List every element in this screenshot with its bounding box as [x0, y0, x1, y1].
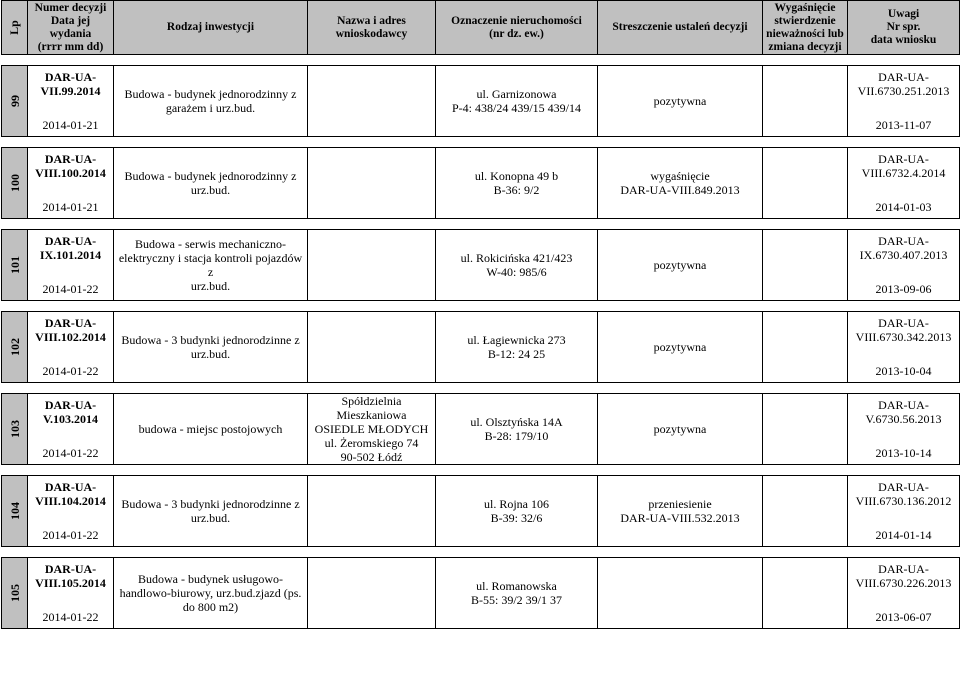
property-cell — [436, 394, 598, 465]
summary-cell-line: wygaśnięcie — [650, 169, 710, 183]
investment-type-cell-line: urz.bud. — [190, 183, 231, 197]
investment-type-cell-line: Budowa - serwis mechaniczno- — [135, 237, 286, 251]
summary-cell — [598, 394, 763, 465]
property-cell — [436, 148, 598, 219]
case-number-line: VIII.6730.342.2013 — [855, 330, 952, 344]
decision-date: 2014-01-21 — [42, 118, 99, 132]
applicant-cell — [308, 394, 436, 465]
investment-type-cell-line: Budowa - 3 budynki jednorodzinne z — [121, 497, 300, 511]
case-number-line: DAR-UA- — [878, 152, 929, 166]
decision-number-line: DAR-UA- — [44, 480, 97, 494]
investment-type-cell — [114, 312, 308, 383]
decision-number-line: VIII.100.2014 — [35, 166, 106, 180]
investment-type-cell — [114, 66, 308, 137]
table-row — [2, 476, 960, 547]
property-cell — [436, 230, 598, 301]
row-lp-number: 104 — [7, 502, 22, 520]
applicant-cell — [308, 476, 436, 547]
decision-number-cell — [28, 230, 114, 301]
decision-number-cell — [28, 66, 114, 137]
row-separator — [2, 55, 960, 66]
decision-number-line: IX.101.2014 — [39, 248, 102, 262]
row-separator — [2, 219, 960, 230]
decision-number-cell — [28, 312, 114, 383]
decision-number — [30, 152, 111, 180]
case-cell — [848, 476, 960, 547]
decision-date: 2014-01-22 — [42, 446, 99, 460]
case-number-line: VIII.6730.136.2012 — [855, 494, 952, 508]
row-separator — [2, 137, 960, 148]
summary-cell — [598, 558, 763, 629]
expiry-cell — [763, 148, 848, 219]
row-lp — [2, 558, 28, 629]
decision-number-line: DAR-UA- — [44, 152, 97, 166]
summary-cell-line: pozytywna — [653, 340, 707, 354]
case-number-line: DAR-UA- — [878, 398, 929, 412]
row-lp-number: 101 — [7, 256, 22, 274]
expiry-cell — [763, 230, 848, 301]
investment-type-cell-line: elektryczny i stacja kontroli pojazdów z — [118, 251, 303, 279]
decision-number-line: VIII.104.2014 — [35, 494, 106, 508]
decision-number — [30, 70, 111, 98]
decision-number-line: VIII.102.2014 — [35, 330, 106, 344]
case-date: 2014-01-03 — [875, 200, 932, 214]
investment-type-cell-line: Budowa - budynek usługowo- — [138, 572, 283, 586]
header-row — [2, 1, 960, 55]
row-lp-number: 105 — [7, 584, 22, 602]
decision-number — [30, 480, 111, 508]
case-number-line: IX.6730.407.2013 — [859, 248, 948, 262]
case-cell — [848, 66, 960, 137]
row-lp — [2, 230, 28, 301]
header-lp: Lp — [2, 1, 28, 55]
header-decision-number: Numer decyzji Data jej wydania (rrrr mm dd) — [28, 1, 114, 55]
row-separator — [2, 547, 960, 558]
case-number-line: DAR-UA- — [878, 562, 929, 576]
case-number — [850, 398, 957, 426]
applicant-cell — [308, 66, 436, 137]
applicant-cell — [308, 558, 436, 629]
applicant-cell — [308, 312, 436, 383]
case-number — [850, 234, 957, 262]
decision-number-cell — [28, 148, 114, 219]
investment-type-cell-line: handlowo-biurowy, urz.bud.zjazd (ps. — [119, 586, 302, 600]
investment-type-cell-line: urz.bud. — [190, 279, 231, 293]
row-lp — [2, 148, 28, 219]
property-cell-line: B-55: 39/2 39/1 37 — [470, 593, 562, 607]
case-date: 2014-01-14 — [875, 528, 932, 542]
decision-number-line: DAR-UA- — [44, 562, 97, 576]
decision-number-line: VIII.105.2014 — [35, 576, 106, 590]
property-cell-line: P-4: 438/24 439/15 439/14 — [451, 101, 581, 115]
case-number-line: DAR-UA- — [878, 480, 929, 494]
property-cell-line: B-39: 32/6 — [490, 511, 543, 525]
property-cell — [436, 558, 598, 629]
header-investment-type: Rodzaj inwestycji — [114, 1, 308, 55]
decision-number — [30, 562, 111, 590]
decision-number — [30, 398, 111, 426]
applicant-cell-line: ul. Żeromskiego 74 — [324, 436, 419, 450]
investment-type-cell-line: urz.bud. — [190, 511, 231, 525]
row-lp — [2, 394, 28, 465]
decision-date: 2014-01-21 — [42, 200, 99, 214]
investment-type-cell — [114, 230, 308, 301]
summary-cell-line: pozytywna — [653, 258, 707, 272]
case-cell — [848, 312, 960, 383]
table-row — [2, 230, 960, 301]
case-number — [850, 316, 957, 344]
row-separator — [2, 301, 960, 312]
case-number-line: V.6730.56.2013 — [865, 412, 942, 426]
property-cell-line: ul. Romanowska — [476, 579, 557, 593]
row-lp-number: 100 — [7, 174, 22, 192]
property-cell-line: B-12: 24 25 — [487, 347, 546, 361]
case-number — [850, 70, 957, 98]
investment-type-cell-line: urz.bud. — [190, 347, 231, 361]
case-number — [850, 562, 957, 590]
decision-number-line: DAR-UA- — [44, 70, 97, 84]
header-applicant: Nazwa i adres wnioskodawcy — [308, 1, 436, 55]
row-lp — [2, 312, 28, 383]
investment-type-cell-line: Budowa - budynek jednorodzinny z — [124, 87, 297, 101]
property-cell — [436, 312, 598, 383]
decision-number-cell — [28, 558, 114, 629]
table-row — [2, 66, 960, 137]
property-cell — [436, 476, 598, 547]
case-date: 2013-11-07 — [875, 118, 932, 132]
summary-cell-line: pozytywna — [653, 422, 707, 436]
decision-number-line: DAR-UA- — [44, 316, 97, 330]
summary-cell — [598, 66, 763, 137]
summary-cell-line: pozytywna — [653, 94, 707, 108]
summary-cell — [598, 148, 763, 219]
investment-type-cell-line: garażem i urz.bud. — [165, 101, 256, 115]
case-number-line: VII.6730.251.2013 — [857, 84, 950, 98]
property-cell-line: B-28: 179/10 — [484, 429, 549, 443]
decision-number — [30, 234, 111, 262]
case-number — [850, 480, 957, 508]
summary-cell-line: przeniesienie — [648, 497, 712, 511]
applicant-cell-line: OSIEDLE MŁODYCH — [314, 422, 429, 436]
expiry-cell — [763, 476, 848, 547]
expiry-cell — [763, 394, 848, 465]
header-expiry: Wygaśnięcie stwierdzenie nieważności lub zmiana decyzji — [763, 1, 848, 55]
case-date: 2013-06-07 — [875, 610, 932, 624]
decision-number-line: V.103.2014 — [42, 412, 99, 426]
case-number-line: VIII.6730.226.2013 — [855, 576, 952, 590]
table-row — [2, 558, 960, 629]
investment-type-cell — [114, 148, 308, 219]
property-cell-line: B-36: 9/2 — [493, 183, 540, 197]
summary-cell-line: DAR-UA-VIII.849.2013 — [620, 183, 740, 197]
decision-number-line: DAR-UA- — [44, 398, 97, 412]
row-lp-number: 102 — [7, 338, 22, 356]
property-cell-line: ul. Olsztyńska 14A — [470, 415, 563, 429]
row-lp — [2, 66, 28, 137]
investment-type-cell-line: Budowa - budynek jednorodzinny z — [124, 169, 297, 183]
expiry-cell — [763, 558, 848, 629]
table-body — [2, 55, 960, 629]
property-cell-line: ul. Garnizonowa — [476, 87, 557, 101]
case-number-line: DAR-UA- — [878, 234, 929, 248]
case-number-line: DAR-UA- — [878, 316, 929, 330]
case-date: 2013-10-14 — [875, 446, 932, 460]
row-separator — [2, 465, 960, 476]
case-number-line: VIII.6732.4.2014 — [861, 166, 946, 180]
table-row — [2, 312, 960, 383]
header-notes: Uwagi Nr spr. data wniosku — [848, 1, 960, 55]
decision-number-line: VII.99.2014 — [40, 84, 101, 98]
row-lp-number: 99 — [7, 95, 22, 107]
header-summary: Streszczenie ustaleń decyzji — [598, 1, 763, 55]
investment-type-cell — [114, 476, 308, 547]
property-cell-line: ul. Konopna 49 b — [474, 169, 559, 183]
case-date: 2013-10-04 — [875, 364, 932, 378]
case-cell — [848, 394, 960, 465]
row-lp — [2, 476, 28, 547]
investment-type-cell — [114, 558, 308, 629]
table-row — [2, 394, 960, 465]
property-cell-line: ul. Łagiewnicka 273 — [467, 333, 566, 347]
row-separator-cell — [2, 465, 960, 476]
decision-number-cell — [28, 476, 114, 547]
summary-cell — [598, 312, 763, 383]
applicant-cell — [308, 230, 436, 301]
investment-type-cell-line: Budowa - 3 budynki jednorodzinne z — [121, 333, 300, 347]
investment-type-cell-line: do 800 m2) — [182, 600, 239, 614]
applicant-cell-line: 90-502 Łódź — [340, 450, 403, 464]
row-separator-cell — [2, 383, 960, 394]
property-cell-line: W-40: 985/6 — [486, 265, 547, 279]
row-separator-cell — [2, 55, 960, 66]
property-cell-line: ul. Rojna 106 — [484, 497, 549, 511]
row-separator-cell — [2, 137, 960, 148]
summary-cell — [598, 476, 763, 547]
investment-type-cell-line: budowa - miejsc postojowych — [138, 422, 283, 436]
case-number — [850, 152, 957, 180]
summary-cell-line: DAR-UA-VIII.532.2013 — [620, 511, 740, 525]
applicant-cell-line: Spółdzielnia Mieszkaniowa — [336, 394, 407, 422]
case-cell — [848, 230, 960, 301]
header-property: Oznaczenie nieruchomości (nr dz. ew.) — [436, 1, 598, 55]
table-row — [2, 148, 960, 219]
property-cell — [436, 66, 598, 137]
row-lp-number: 103 — [7, 420, 22, 438]
summary-cell — [598, 230, 763, 301]
decision-number — [30, 316, 111, 344]
decision-date: 2014-01-22 — [42, 282, 99, 296]
row-separator-cell — [2, 547, 960, 558]
case-cell — [848, 148, 960, 219]
decision-number-cell — [28, 394, 114, 465]
row-separator — [2, 383, 960, 394]
decision-date: 2014-01-22 — [42, 610, 99, 624]
applicant-cell — [308, 148, 436, 219]
case-cell — [848, 558, 960, 629]
case-number-line: DAR-UA- — [878, 70, 929, 84]
row-separator-cell — [2, 219, 960, 230]
case-date: 2013-09-06 — [875, 282, 932, 296]
row-separator-cell — [2, 301, 960, 312]
decisions-table — [1, 0, 960, 629]
investment-type-cell — [114, 394, 308, 465]
decision-number-line: DAR-UA- — [44, 234, 97, 248]
expiry-cell — [763, 66, 848, 137]
expiry-cell — [763, 312, 848, 383]
decision-date: 2014-01-22 — [42, 364, 99, 378]
property-cell-line: ul. Rokicińska 421/423 — [460, 251, 573, 265]
decision-date: 2014-01-22 — [42, 528, 99, 542]
